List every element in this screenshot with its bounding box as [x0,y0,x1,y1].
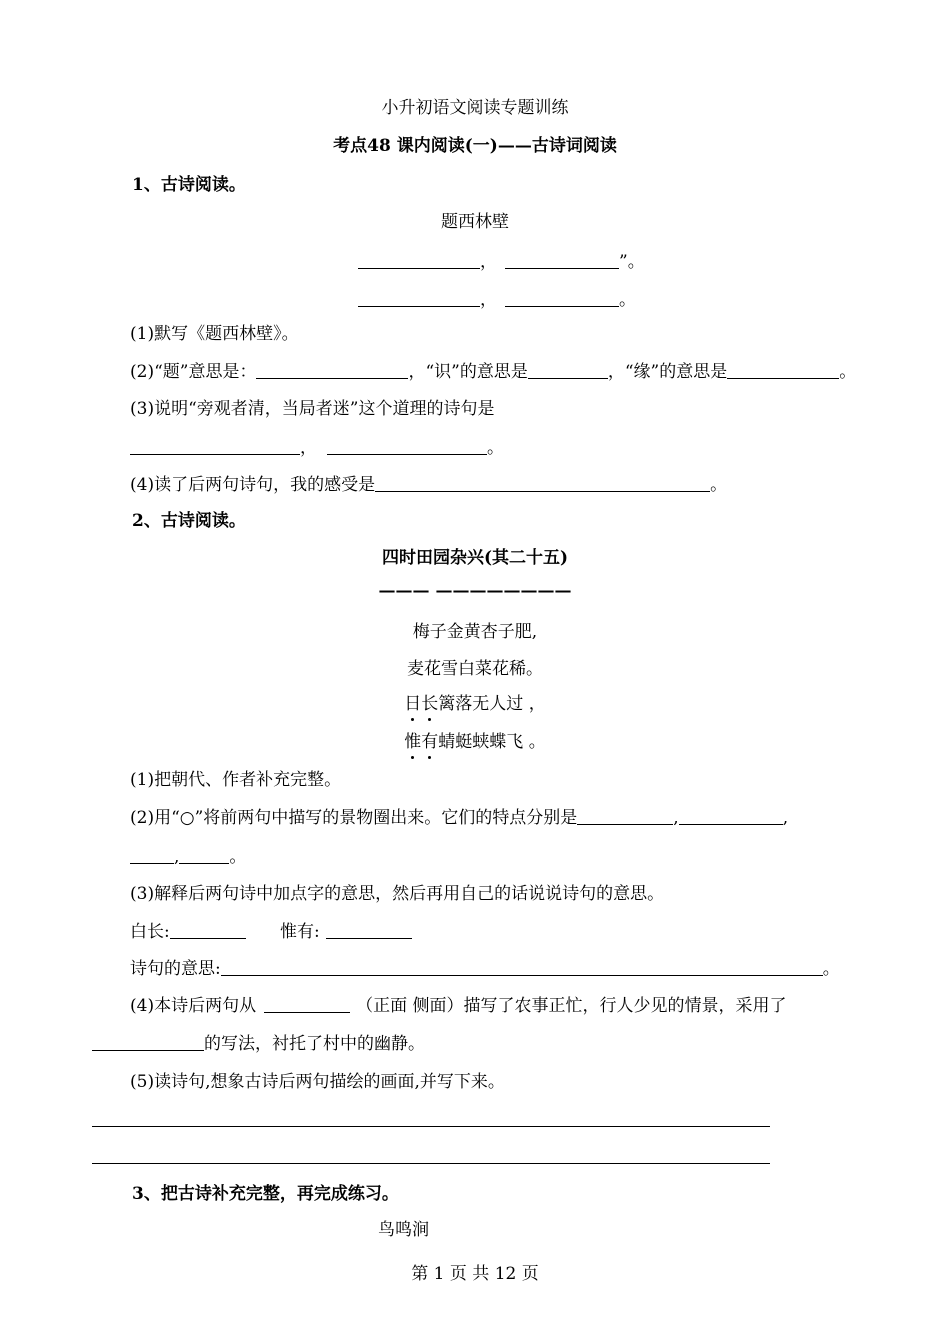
emphasis-dot-char: 长 [421,694,439,714]
blank[interactable] [528,361,608,379]
q2-sub3-meaning: 诗句的意思: 。 [130,959,840,979]
q1-sub4: (4)读了后两句诗句，我的感受是 。 [130,475,728,495]
q1-poem-title: 题西林壁 [441,212,509,232]
answer-line[interactable] [92,1126,770,1127]
answer-line[interactable] [92,1163,770,1164]
blank[interactable] [326,921,412,939]
emphasis-dot-char: 惟 [404,732,422,752]
blank[interactable] [179,846,229,864]
q3-poem-title: 鸟鸣涧 [378,1220,429,1240]
q1-heading: 1、古诗阅读。 [132,175,246,195]
blank[interactable] [358,251,480,269]
q1-sub3-answer: ， 。 [130,437,504,459]
blank[interactable] [577,807,673,825]
blank[interactable] [221,958,823,976]
q2-sub3-weiyou: 惟有: [280,921,412,943]
blank[interactable] [264,995,350,1013]
q2-poem-title: 四时田园杂兴(其二十五) [381,548,569,568]
q2-sub4-cont: 的写法，衬托了村中的幽静。 [92,1033,425,1055]
blank[interactable] [256,361,408,379]
blank[interactable] [505,289,619,307]
blank[interactable] [727,361,839,379]
document-title: 小升初语文阅读专题训练 [381,98,569,118]
blank[interactable] [358,289,480,307]
q3-heading: 3、把古诗补充完整，再完成练习。 [132,1184,399,1204]
q1-sub3: (3)说明“旁观者清，当局者迷”这个道理的诗句是 [130,399,495,419]
blank[interactable] [679,807,783,825]
blank[interactable] [170,921,246,939]
q2-sub2-cont: , 。 [130,846,246,868]
q2-sub1: (1)把朝代、作者补充完整。 [130,770,342,790]
q2-sub2: (2)用“○”将前两句中描写的景物圈出来。它们的特点分别是 , , [130,808,789,828]
poem-line: 惟有蜻蜓蛱蝶飞 。 [404,732,546,752]
blank[interactable] [130,846,174,864]
q2-sub5: (5)读诗句,想象古诗后两句描绘的画面,并写下来。 [130,1072,505,1092]
emphasis-dot-char: 日 [404,694,422,714]
q2-author-blanks: ——— ———————— [378,581,572,601]
blank[interactable] [130,437,300,455]
blank[interactable] [92,1033,204,1051]
poem-line: 日长篱落无人过 ， [404,694,546,714]
q1-sub2: (2)“题”意思是： ，“识”的意思是 ，“缘”的意思是 。 [130,362,857,382]
blank[interactable] [375,474,710,492]
blank[interactable] [327,437,487,455]
q2-sub3: (3)解释后两句诗中加点字的意思，然后再用自己的话说说诗句的意思。 [130,884,665,904]
q1-poem-line2: ， 。 [358,289,636,311]
q2-sub4: (4)本诗后两句从 （正面 侧面）描写了农事正忙，行人少见的情景，采用了 [130,996,787,1016]
blank[interactable] [505,251,619,269]
emphasis-dot-char: 有 [421,732,439,752]
page-number: 第 1 页 共 12 页 [411,1264,539,1284]
q2-sub3-baichang: 白长: [130,921,246,943]
q1-poem-line1: ， ”。 [358,251,645,273]
q2-heading: 2、古诗阅读。 [132,511,246,531]
q1-sub1: (1)默写《题西林壁》。 [130,324,299,344]
poem-line: 梅子金黄杏子肥, [412,622,538,642]
poem-line: 麦花雪白菜花稀。 [407,659,543,679]
document-subtitle: 考点48 课内阅读(一)——古诗词阅读 [333,136,617,156]
